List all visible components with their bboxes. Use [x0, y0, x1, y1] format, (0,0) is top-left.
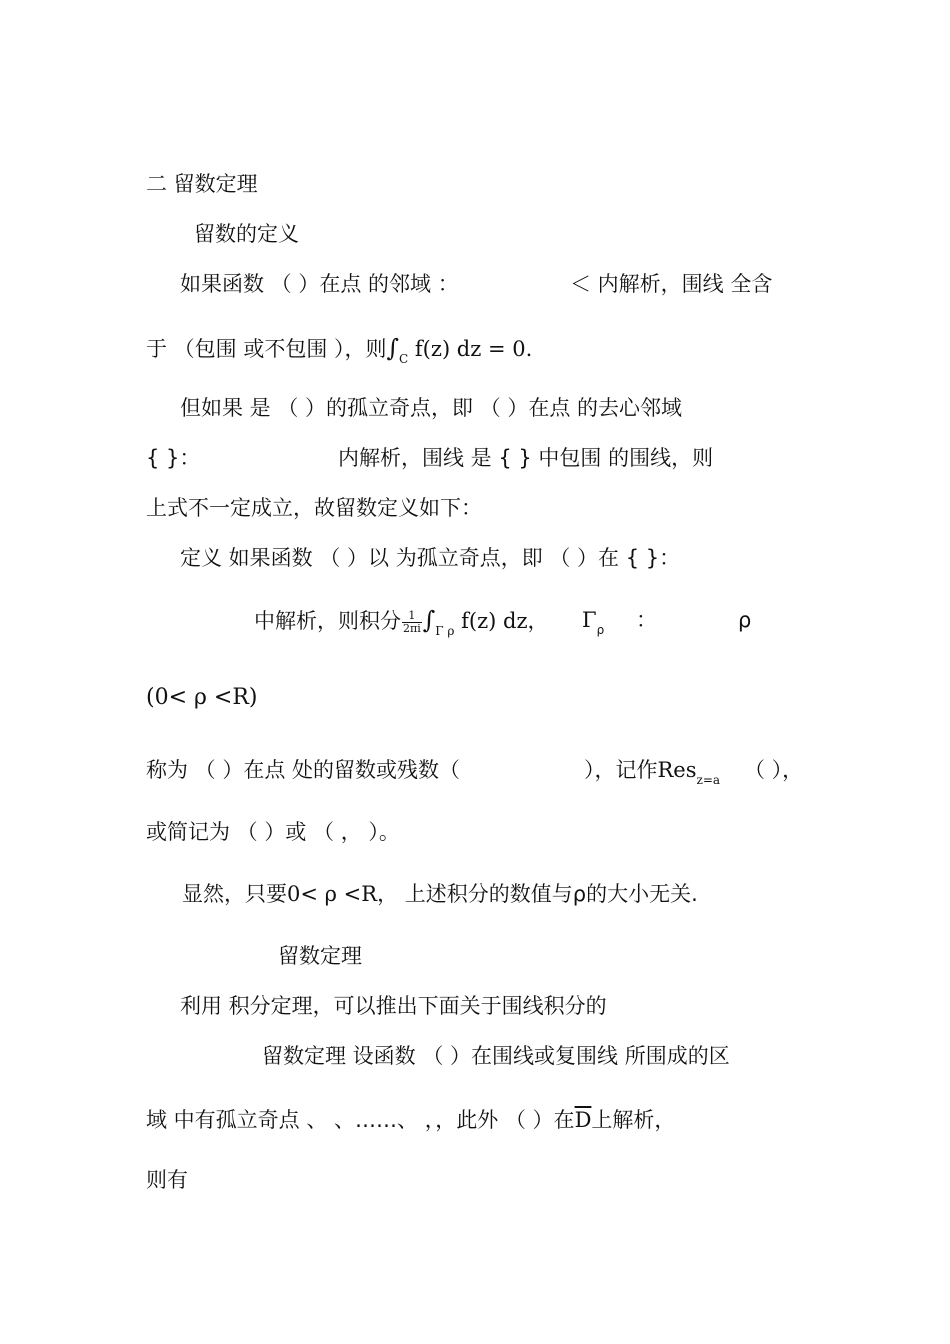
theorem-heading: 留数定理	[278, 944, 362, 968]
text-run: 域 中有孤立奇点 、 、……、 ，，此外 （ ）在	[146, 1108, 575, 1132]
fraction	[402, 610, 422, 635]
definition-line: 定义 如果函数 （ ）以 为孤立奇点，即 （ ）在 { }：	[180, 546, 681, 570]
integral-sign: ∫	[422, 606, 436, 634]
integral-subscript: Γ ρ	[435, 624, 455, 638]
integral-subscript: C	[399, 352, 409, 366]
definition-line: 或简记为 （ ）或 （ ， ）。	[146, 820, 400, 844]
rho-symbol: ρ	[572, 882, 587, 906]
math-inequality: 0< ρ <R	[287, 882, 378, 906]
fraction-denominator: 2πi	[403, 621, 421, 635]
definition-line	[182, 880, 698, 908]
rho-symbol: ρ	[738, 608, 752, 632]
integral-sign: ∫	[386, 334, 400, 362]
gamma-symbol: Γ	[582, 608, 597, 632]
theorem-line: 则有	[146, 1168, 188, 1192]
closure-domain: $\overline{D}$	[574, 1108, 592, 1132]
text-run: 上解析，	[591, 1108, 676, 1132]
section-heading: 二 留数定理	[146, 172, 258, 196]
paragraph-line	[570, 270, 772, 298]
math-expression: f(z) dz，	[454, 609, 549, 633]
text-run: ， 上述积分的数值与	[377, 882, 573, 906]
theorem-line: 利用 积分定理，可以推出下面关于围线积分的	[180, 994, 607, 1018]
text-run: 中解析，则积分	[254, 609, 401, 633]
text-run: 如果函数 （ ）在点 的邻域 ：	[180, 272, 459, 296]
subsection-heading: 留数的定义	[194, 222, 299, 246]
paragraph-line	[180, 270, 459, 298]
text-run: ＜ 内解析，围线 全含	[570, 272, 773, 296]
text-run: ），记作	[584, 758, 658, 782]
text-run: 的大小无关.	[586, 882, 698, 906]
paragraph-line	[146, 334, 532, 366]
text-run: 显然，只要	[182, 882, 287, 906]
theorem-line	[146, 1106, 675, 1134]
definition-line: 称为 （ ）在点 处的留数或残数（	[146, 758, 461, 782]
text-run: （ ），	[744, 758, 804, 782]
definition-line	[584, 756, 720, 787]
definition-line	[254, 606, 549, 638]
fraction-numerator: 1	[402, 610, 422, 623]
theorem-line: 留数定理 设函数 （ ）在围线或复围线 所围成的区	[262, 1044, 730, 1068]
gamma-subscript: ρ	[596, 623, 605, 637]
paragraph-line: { }：	[146, 446, 201, 470]
math-condition: (0< ρ <R)	[146, 685, 258, 710]
residue-subscript: z=a	[696, 773, 721, 787]
gamma-label	[582, 606, 604, 637]
paragraph-line: 但如果 是 （ ）的孤立奇点，即 （ ）在点 的去心邻域	[180, 396, 683, 420]
paragraph-line: 内解析，围线 是 { } 中包围 的围线，则	[338, 446, 714, 470]
residue-symbol: Res	[657, 758, 697, 782]
math-expression: f(z) dz = 0.	[408, 337, 533, 361]
text-run: 于 （包围 或不包围 ），则	[146, 337, 387, 361]
paragraph-line: 上式不一定成立，故留数定义如下：	[146, 496, 482, 520]
colon: ：	[636, 608, 657, 632]
